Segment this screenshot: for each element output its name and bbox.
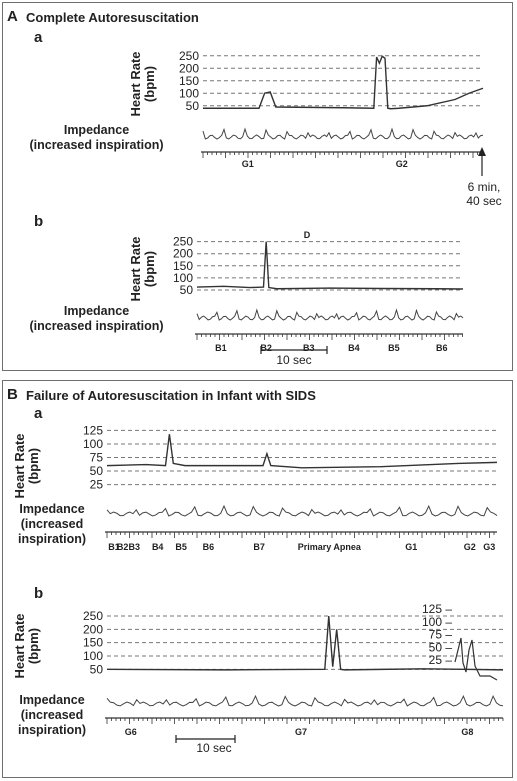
ab-event-marker: B2 <box>260 343 272 353</box>
bb-inset-tick-label: 125 – <box>421 602 452 616</box>
panel-b-title: Failure of Autoresuscitation in Infant with SIDS <box>26 388 316 403</box>
ba-event-marker: G3 <box>483 542 496 552</box>
ab-event-marker: B4 <box>348 343 360 353</box>
ab-ytick-label: 250 <box>172 234 193 249</box>
bb-event-marker: G6 <box>124 727 137 737</box>
bb-ytick-label: 200 <box>82 622 103 637</box>
bb-inset-tick-label: 75 – <box>428 627 452 642</box>
ba-event-marker: B7 <box>253 542 265 552</box>
ba-ytick-label: 125 <box>82 423 103 438</box>
ba-event-marker: B4 <box>151 542 164 552</box>
bb-ytick-label: 250 <box>82 609 103 623</box>
ba-heart-rate-line <box>107 434 497 468</box>
aa-ytick-label: 150 <box>178 73 199 88</box>
ba-ytick-label: 25 <box>89 477 103 492</box>
aa-event-marker: G2 <box>395 159 408 169</box>
bb-inset-tick-label: 100 – <box>421 614 452 629</box>
subpanel-b-b-label: b <box>34 585 44 602</box>
ba-impedance-trace <box>107 506 497 516</box>
ab-event-marker: B5 <box>388 343 400 353</box>
aa-heart-rate-ylabel: Heart Rate (bpm) <box>128 51 157 117</box>
ab-event-marker: B1 <box>215 343 227 353</box>
bb-ytick-label: 100 <box>82 649 103 663</box>
ba-ytick-label: 50 <box>89 464 103 479</box>
bb-inset-trace <box>455 638 497 680</box>
bb-impedance-label: Impedance (increased inspiration) <box>17 693 87 737</box>
ba-event-marker: G1 <box>405 542 418 552</box>
ab-scale-label: 10 sec <box>276 353 312 367</box>
ab-event-marker: B6 <box>435 343 448 353</box>
ba-event-marker: B5 <box>175 542 187 552</box>
ba-event-marker: B3 <box>128 542 141 552</box>
subpanel-a-a-label: a <box>34 29 43 46</box>
bb-event-marker: G8 <box>461 727 474 737</box>
aa-ytick-label: 100 <box>178 86 199 101</box>
aa-ytick-label: 250 <box>178 48 199 63</box>
ab-ytick-label: 50 <box>179 282 193 297</box>
ba-event-marker: Primary Apnea <box>297 542 361 552</box>
ba-impedance-label: Impedance (increased inspiration) <box>17 502 87 546</box>
aa-duration-annotation: 6 min, 40 sec <box>466 180 502 208</box>
aa-ytick-label: 50 <box>185 98 199 113</box>
ab-impedance-trace <box>197 310 463 320</box>
ba-event-marker: B2 <box>116 542 129 552</box>
bb-ytick-label: 150 <box>82 635 103 650</box>
ab-impedance-label: Impedance (increased inspiration) <box>29 304 164 333</box>
aa-heart-rate-line <box>203 56 483 109</box>
ab-ytick-label: 100 <box>172 270 193 285</box>
ab-ytick-label: 200 <box>172 246 193 261</box>
panel-a-title: Complete Autoresuscitation <box>26 10 199 25</box>
ba-event-marker: B1 <box>108 542 120 552</box>
aa-impedance-trace <box>203 129 483 139</box>
panel-letter-b: B <box>7 386 18 403</box>
bb-inset-tick-label: 50 – <box>428 640 452 655</box>
bb-heart-rate-ylabel: Heart Rate (bpm) <box>12 613 41 679</box>
ba-heart-rate-ylabel: Heart Rate (bpm) <box>12 433 41 499</box>
ba-event-marker: G2 <box>463 542 476 552</box>
ba-ytick-label: 75 <box>89 450 103 465</box>
aa-event-marker: G1 <box>241 159 254 169</box>
ab-top-label: D <box>303 230 311 240</box>
panel-letter-a: A <box>7 8 18 25</box>
ab-heart-rate-ylabel: Heart Rate (bpm) <box>128 236 157 302</box>
ab-ytick-label: 150 <box>172 258 193 273</box>
bb-inset-tick-label: 25 – <box>428 653 452 668</box>
ba-event-marker: B6 <box>202 542 215 552</box>
aa-ytick-label: 200 <box>178 61 199 76</box>
ab-event-marker: B3 <box>302 343 315 353</box>
bb-scale-label: 10 sec <box>196 741 232 755</box>
bb-ytick-label: 50 <box>89 662 103 677</box>
aa-impedance-label: Impedance (increased inspiration) <box>29 123 164 152</box>
bb-event-marker: G7 <box>295 727 308 737</box>
subpanel-a-b-label: b <box>34 213 44 230</box>
ba-ytick-label: 100 <box>82 436 103 451</box>
bb-impedance-trace <box>107 696 503 706</box>
subpanel-b-a-label: a <box>34 405 43 422</box>
